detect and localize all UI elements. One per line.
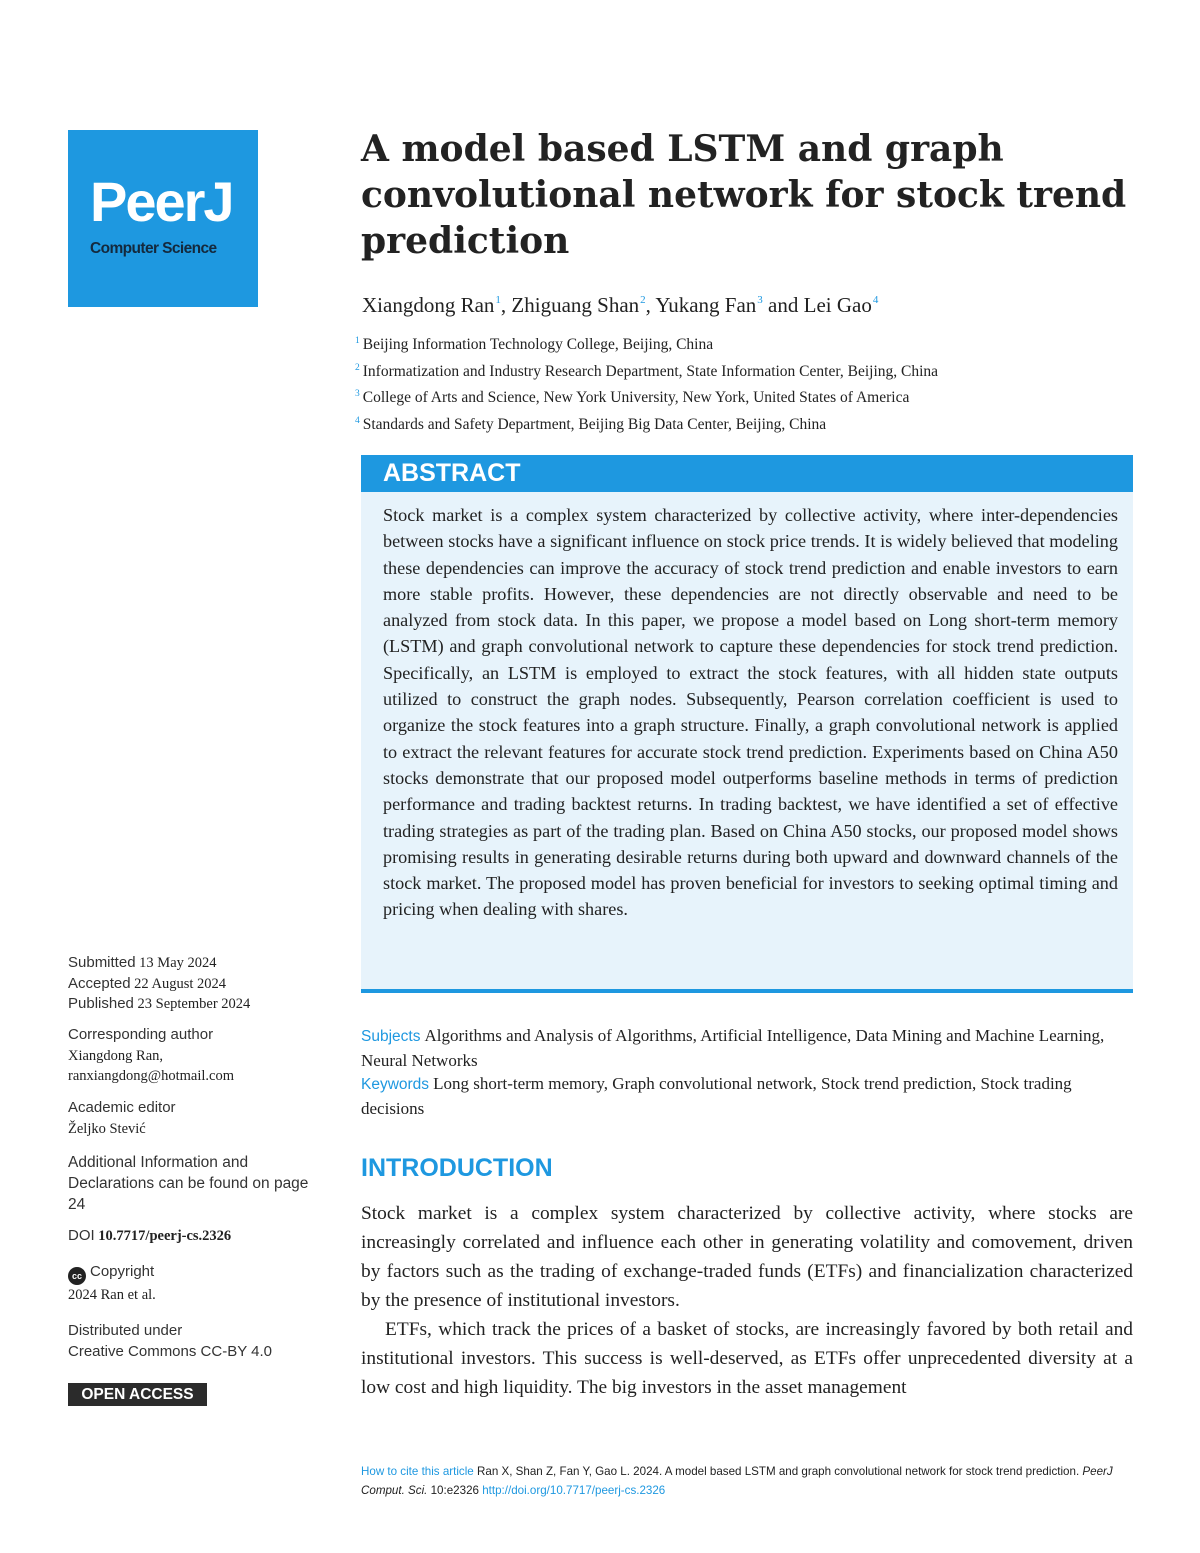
citation-label: How to cite this article [361,1465,474,1478]
creative-commons-icon: cc [68,1267,86,1285]
author-affil-sup: 3 [757,294,763,306]
submitted-label: Submitted [68,954,136,971]
doi-label: DOI [68,1227,95,1244]
citation-doi-link[interactable]: http://doi.org/10.7717/peerj-cs.2326 [482,1484,666,1497]
submitted-date: 13 May 2024 [139,955,217,971]
keywords [361,1072,1121,1120]
doi-link[interactable]: 10.7717/peerj-cs.2326 [98,1228,232,1244]
published-label: Published [68,995,134,1012]
affiliation: $^2$ Informatization and Industry Research Department, State Information Center, Beijing, China [355,362,939,380]
corresponding-author-label: Corresponding author [68,1026,214,1043]
introduction-body [361,1199,1133,1402]
abstract-heading: ABSTRACT [383,459,521,487]
author-affil-sup: 1 [495,294,501,306]
affiliation: $^1$ Beijing Information Technology College, Beijing, China [355,336,714,353]
academic-editor-name: Željko Stević [68,1120,146,1137]
subjects-keywords [361,1024,1121,1120]
author-name[interactable]: Yukang Fan [655,293,757,317]
copyright-label: Copyright [90,1263,155,1280]
logo-wordmark: PeerJ [90,170,233,233]
abstract-text: Stock market is a complex system characterized by collective activity, where inter-dependencies between stocks have a significant influence on stock price trends. It is widely believed that modeling these dependencies can improve the accuracy of stock trend prediction and enable investors to earn more stable profits. However, these dependencies are not directly observable and need to be analyzed from stock data. In this paper, we propose a model based on Long short-term memory (LSTM) and graph convolutional network to capture these dependencies for stock trend prediction. Specifically, an LSTM is employed to extract the stock features, with all hidden state outputs utilized to construct the graph nodes. Subsequently, Pearson correlation coefficient is used to organize the stock features into a graph structure. Finally, a graph convolutional network is applied to extract the relevant features for accurate stock trend prediction. Experiments based on China A50 stocks demonstrate that our proposed model outperforms baseline methods in terms of prediction performance and trading backtest returns. In trading backtest, we have identified a set of effective trading strategies as part of the trading plan. Based on China A50 stocks, our proposed model shows promising results in generating desirable returns during both upward and downward channels of the stock market. The proposed model has proven beneficial for investors to seeking optimal timing and pricing when dealing with shares. [383,505,1118,920]
author-list: Xiangdong Ran$^1$, Zhiguang Shan$^2$, Yukang Fan$^3$ and Lei Gao$^4$ [362,293,879,317]
accepted-label: Accepted [68,974,131,992]
citation-article: 10:e2326 [430,1484,479,1497]
paragraph: Stock market is a complex system characterized by collective activity, where stocks are increasingly correlated and influence each other in generating volatility and comovement, driven by factors such as the trading of exchange-traded funds (ETFs) and financialization characterized by the presence of institutional investors. [361,1203,1133,1311]
introduction-heading: INTRODUCTION [361,1154,553,1182]
abstract-header [361,455,1133,492]
license-link[interactable]: Creative Commons CC-BY 4.0 [68,1342,272,1360]
paper-title: A model based LSTM and graph convolutional network for stock trend prediction [361,128,1127,262]
author-affil-sup: 2 [640,294,646,306]
corresponding-author-name: Xiangdong Ran, [68,1047,164,1064]
corresponding-author-block [68,1025,318,1087]
author-name[interactable]: Lei Gao [803,293,872,317]
doi-block [68,1226,318,1247]
accepted-date: 22 August 2024 [134,975,227,992]
keywords-label: Keywords [361,1076,430,1093]
affiliation: $^3$ College of Arts and Science, New York University, New York, United States of America [355,389,910,406]
author-name[interactable]: Xiangdong Ran [362,293,495,317]
corresponding-author-email[interactable]: ranxiangdong@hotmail.com [68,1068,234,1084]
affiliation: $^4$ Standards and Safety Department, Beijing Big Data Center, Beijing, China [355,415,827,433]
paragraph: ETFs, which track the prices of a basket of stocks, are increasingly favored by both retail and institutional investors. This success is well-deserved, as ETFs offer unprecedented diversity at a low cost and high liquidity. The big investors in the asset management [361,1319,1133,1398]
subjects-text[interactable]: Algorithms and Analysis of Algorithms, Artificial Intelligence, Data Mining and Machine Learning, Neural Networks [361,1026,1105,1070]
citation-journal: PeerJ Comput. Sci. [361,1465,1113,1497]
citation-text: Ran X, Shan Z, Fan Y, Gao L. 2024. A model based LSTM and graph convolutional network for stock trend prediction. [477,1465,1080,1478]
keywords-text: Long short-term memory, Graph convolutional network, Stock trend prediction, Stock trading decisions [361,1074,1072,1118]
author-name[interactable]: Zhiguang Shan [511,293,640,317]
peerj-logo [68,130,258,307]
published-date: 23 September 2024 [137,996,251,1012]
affiliation-list [355,330,1145,436]
academic-editor-label: Academic editor [68,1099,176,1116]
subjects [361,1024,1121,1072]
copyright-holder: 2024 Ran et al. [68,1287,156,1303]
citation-footer [361,1462,1131,1500]
distributed-label: Distributed under [68,1322,183,1339]
logo-subtitle: Computer Science [90,240,217,257]
authors-and: and [768,293,799,317]
license-block [68,1321,318,1362]
subjects-label: Subjects [361,1028,421,1045]
open-access-badge: OPEN ACCESS [68,1383,207,1406]
author-affil-sup: 4 [872,294,879,306]
copyright-block [68,1262,318,1306]
academic-editor-block [68,1098,318,1139]
dates-block [68,953,318,1015]
additional-info[interactable]: Additional Information and Declarations can be found on page 24 [68,1154,309,1213]
